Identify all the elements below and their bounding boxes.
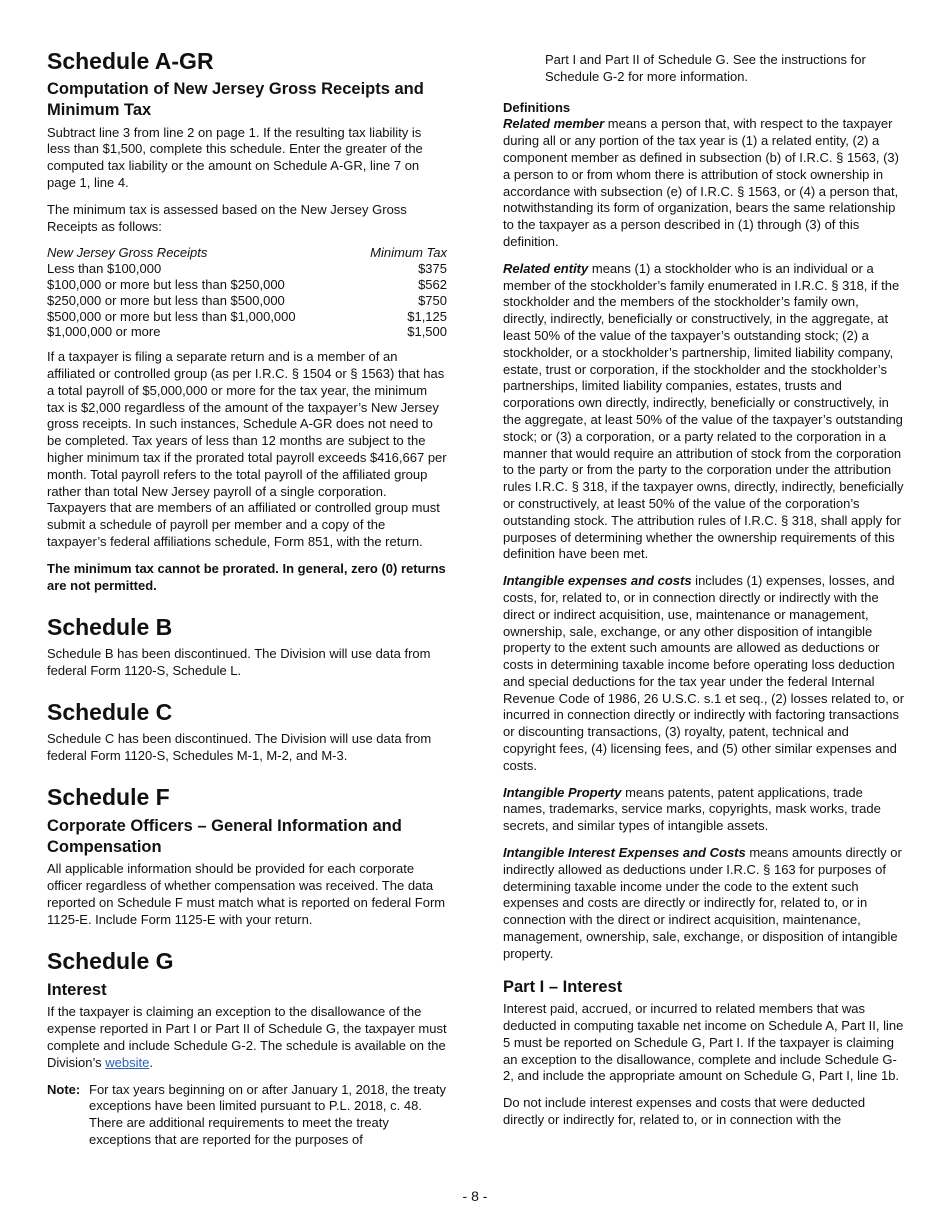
schedule-agr-paragraph-1: Subtract line 3 from line 2 on page 1. If the resulting tax liability is less than $1,500, complete this schedule. Enter the greater of the computed tax liability or the amount on Schedule A-GR, line 7 on page 1, line 4. <box>47 124 423 191</box>
term-intangible-expenses: Intangible expenses and costs <box>503 573 692 589</box>
schedule-b-title: Schedule B <box>47 614 173 641</box>
schedule-agr-paragraph-3: If a taxpayer is filing a separate return and is a member of an affiliated or controlled group (as per I.R.C. § 1504 or § 1563) that has a total payroll of $5,000,000 or more for the tax year, the minimum tax is $2,000 regardless of the amount of the taxpayer’s New Jersey gross receipts. In such instances, Schedule A-GR does not need to be completed. Tax years of less than 12 months are subject to the higher minimum tax if the prorated total payroll exceeds $416,667 per month. Total payroll refers to the total payroll of the affiliated group rather than total New Jersey payroll of a single corporation. Taxpayers that are members of an affiliated or controlled group must submit a schedule of payroll per member and a copy of the taxpayer’s federal affiliations schedule, Form 851, with the return. <box>47 349 447 550</box>
schedule-agr-subtitle: Computation of New Jersey Gross Receipts and Minimum Tax <box>47 80 424 120</box>
part-1-section <box>503 977 905 1129</box>
right-column <box>503 52 905 1139</box>
definition-text: means patents, patent applications, trade names, trademarks, service marks, copyrights, mask works, trade secrets, and similar types of intangible assets. <box>503 784 881 834</box>
schedule-f-section <box>47 784 447 928</box>
left-column <box>47 48 447 1149</box>
term-related-entity: Related entity <box>503 260 589 276</box>
term-intangible-interest: Intangible Interest Expenses and Costs <box>503 845 746 861</box>
table-cell-tax: $562 <box>418 277 447 293</box>
table-row <box>47 261 447 277</box>
part-1-title: Part I – Interest <box>503 977 623 996</box>
term-intangible-property: Intangible Property <box>503 784 622 800</box>
schedule-agr-paragraph-4: The minimum tax cannot be prorated. In general, zero (0) returns are not permitted. <box>47 560 446 593</box>
definitions-section <box>503 100 905 963</box>
table-cell-tax: $1,500 <box>407 324 447 340</box>
schedule-g-subtitle: Interest <box>47 980 107 999</box>
schedule-g-paragraph-end: . <box>149 1054 153 1070</box>
schedule-g-paragraph <box>47 1004 447 1071</box>
schedule-g-note <box>47 1082 447 1149</box>
definition-intangible-expenses <box>503 573 905 775</box>
definition-related-member <box>503 116 905 250</box>
table-cell-receipts: $1,000,000 or more <box>47 324 161 340</box>
table-cell-tax: $375 <box>418 261 447 277</box>
schedule-agr-paragraph-2: The minimum tax is assessed based on the New Jersey Gross Receipts as follows: <box>47 201 407 234</box>
definition-text: includes (1) expenses, losses, and costs, for, related to, or in connection directly or indirectly with the direct or indirect acquisition, use, maintenance or management, ownership, sale, exchange, or any other disposition of intangible property to the extent such amounts are allowed as deductions or costs in determining taxable income before operating loss deduction and special deductions for the tax year under the federal Internal Revenue Code of 1986, 26 U.S.C. s.1 et seq., (2) losses related to, or incurred in connection directly or indirectly with factoring transactions or discounting transactions, (3) royalty, patent, technical and copyright fees, (4) licensing fees, and (5) other similar expenses and costs. <box>503 573 905 773</box>
website-link[interactable]: website <box>105 1054 150 1070</box>
table-cell-tax: $1,125 <box>407 308 447 324</box>
schedule-agr-title: Schedule A-GR <box>47 48 214 74</box>
definition-text: means amounts directly or indirectly allowed as deductions under I.R.C. § 163 for purposes of determining taxable income under the code to the extent such expenses and costs are directly or indirectly for, related to, or in connection with the direct or indirect acquisition, maintenance, management, ownership, sale, exchange, or disposition of intangible property. <box>503 845 902 961</box>
schedule-g-paragraph-text: If the taxpayer is claiming an exception to the disallowance of the expense reported in Part I or Part II of Schedule G, the taxpayer must complete and include Schedule G-2. The schedule is available on the Division’s <box>47 1004 447 1070</box>
table-cell-receipts: $100,000 or more but less than $250,000 <box>47 277 285 293</box>
table-row <box>47 293 447 309</box>
table-cell-receipts: $500,000 or more but less than $1,000,000 <box>47 308 296 324</box>
schedule-g-title: Schedule G <box>47 948 174 975</box>
definition-text: means (1) a stockholder who is an individual or a member of the stockholder’s family enumerated in I.R.C. § 318, if the stockholder and the members of the stockholder’s family own, directly, indirectly, beneficially or constructively, in the aggregate, at least 50% of the value of the taxpayer’s outstanding stock; (2) a stockholder, or a stockholder’s partnership, limited liability company, estate, trust or corporation, if the stockholder and the stockholder’s partnerships, limited liability companies, estates, trusts and corporations own directly, indirectly, beneficially or constructively, in the aggregate, at least 50% of the value of the taxpayer’s outstanding stock; or (3) a corporation, or a party related to the corporation in a manner that would require an attribution of stock from the corporation to the party or from the party to the corporation under the attribution rules I.R.C. § 318, if the taxpayer owns, directly, indirectly, beneficially or constructively, at least 50% of the value of the corporation’s outstanding stock. The attribution rules of I.R.C. § 318, shall apply for purposes of determining whether the ownership requirements of this definition have been met. <box>503 260 904 562</box>
table-cell-receipts: Less than $100,000 <box>47 261 162 277</box>
schedule-f-paragraph: All applicable information should be provided for each corporate officer regardless of whether compensation was received. The data reported on Schedule F must match what is reported on federal Form 1125-E. Include Form 1125-E with your return. <box>47 861 446 927</box>
table-header-receipts: New Jersey Gross Receipts <box>47 245 208 261</box>
note-label: Note: <box>47 1081 81 1097</box>
minimum-tax-table <box>47 245 447 340</box>
schedule-c-section <box>47 699 447 764</box>
table-header-minimum-tax: Minimum Tax <box>370 245 447 261</box>
definition-text: means a person that, with respect to the taxpayer during all or any portion of the tax year is (1) a related entity, (2) a component member as defined in subsection (b) of I.R.C. § 1563, (3) a person to or from whom there is attribution of stock ownership in accordance with subsection (e) of I.R.C. § 1563, or (4) a person that, notwithstanding its form of organization, bears the same relationship to the taxpayer as a person described in (1) through (3) of this definition. <box>503 116 899 249</box>
table-cell-receipts: $250,000 or more but less than $500,000 <box>47 292 285 308</box>
table-cell-tax: $750 <box>418 292 447 308</box>
schedule-b-section <box>47 614 447 679</box>
table-header-row <box>47 245 447 261</box>
definition-related-entity <box>503 261 905 563</box>
schedule-f-title: Schedule F <box>47 784 170 811</box>
definition-intangible-interest <box>503 845 905 963</box>
schedule-c-title: Schedule C <box>47 699 173 726</box>
schedule-c-paragraph: Schedule C has been discontinued. The Division will use data from federal Form 1120-S, Schedules M-1, M-2, and M-3. <box>47 730 432 763</box>
page-number: - 8 - <box>462 1188 488 1204</box>
term-related-member: Related member <box>503 116 605 132</box>
table-row <box>47 324 447 340</box>
schedule-b-paragraph: Schedule B has been discontinued. The Division will use data from federal Form 1120-S, Schedule L. <box>47 645 431 678</box>
part-1-paragraph-1: Interest paid, accrued, or incurred to related members that was deducted in computing taxable net income on Schedule A, Part II, line 5 must be reported on Schedule G, Part I. If the taxpayer is claiming an exception to the disallowance, complete and include Schedule G-2, and include the appropriate amount on Schedule G, Part I, line 1b. <box>503 1001 904 1084</box>
definitions-heading: Definitions <box>503 99 571 115</box>
table-row <box>47 309 447 325</box>
schedule-agr-section <box>47 48 447 594</box>
schedule-g-section <box>47 948 447 1148</box>
table-row <box>47 277 447 293</box>
note-text: For tax years beginning on or after January 1, 2018, the treaty exceptions have been limited pursuant to P.L. 2018, c. 48. There are additional requirements to meet the treaty exceptions that are reported for the purposes of <box>89 1081 446 1147</box>
schedule-g-note-continued: Part I and Part II of Schedule G. See the instructions for Schedule G-2 for more information. <box>545 52 866 84</box>
schedule-f-subtitle: Corporate Officers – General Information and Compensation <box>47 816 402 856</box>
part-1-paragraph-2: Do not include interest expenses and costs that were deducted directly or indirectly for, related to, or in connection with the <box>503 1095 866 1128</box>
definition-intangible-property <box>503 785 905 835</box>
